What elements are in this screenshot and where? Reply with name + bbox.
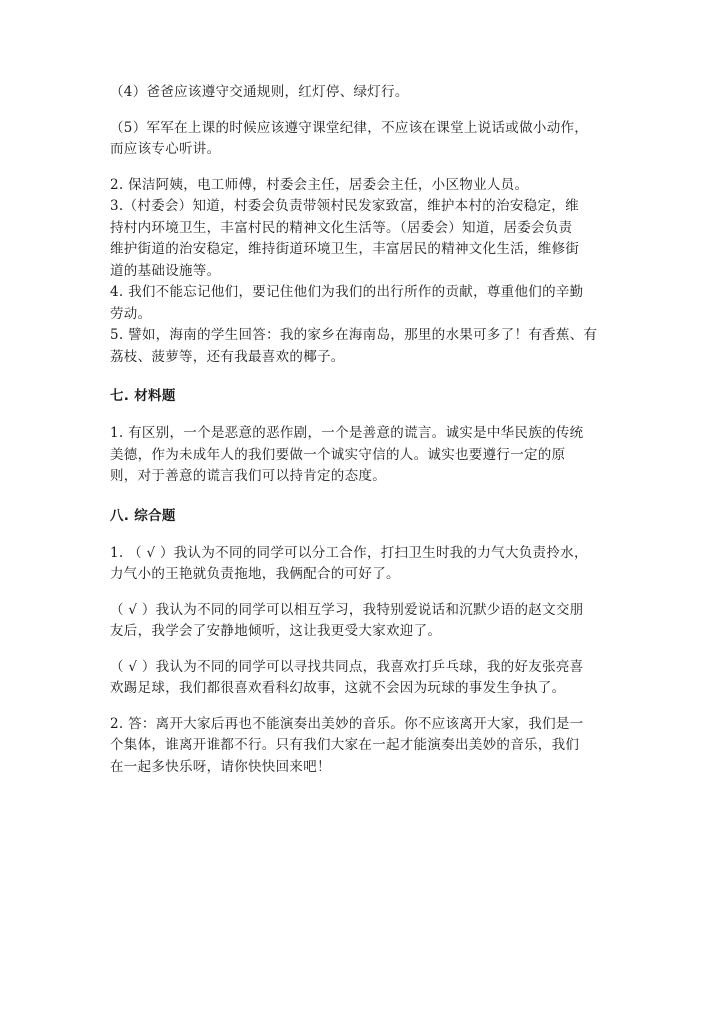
text-line: 2. 答：离开大家后再也不能演奏出美妙的音乐。你不应该离开大家，我们是一	[110, 715, 584, 732]
text-line: 4. 我们不能忘记他们，要记住他们为我们的出行所作的贡献，尊重他们的辛勤	[110, 284, 584, 300]
text-line: 1. （ √ ）我认为不同的同学可以分工合作，打扫卫生时我的力气大负责拎水，	[110, 544, 588, 561]
text-line: 而应该专心听讲。	[110, 141, 221, 157]
comprehensive-answer-q1b	[110, 600, 625, 643]
text-line: 劳动。	[110, 305, 152, 322]
text-line: 5. 譬如，海南的学生回答：我的家乡在海南岛，那里的水果可多了！有香蕉、有	[110, 327, 598, 343]
comprehensive-answer-q2	[110, 714, 625, 779]
comprehensive-answer-q1c	[110, 657, 625, 700]
text-line: 友后，我学会了安静地倾听，这让我更受大家欢迎了。	[110, 623, 442, 639]
text-line: 则，对于善意的谎言我们可以持肯定的态度。	[110, 468, 386, 484]
text-line: 持村内环境卫生，丰富村民的精神文化生活等。（居委会）知道，居委会负责	[110, 219, 573, 236]
answer-q3	[110, 196, 625, 282]
text-line: 个集体，谁离开谁都不行。只有我们大家在一起才能演奏出美妙的音乐，我们	[110, 737, 580, 753]
comprehensive-answer-q1a	[110, 543, 625, 586]
answer-document	[110, 82, 625, 778]
text-line: 3.（村委会）知道，村委会负责带领村民发家致富，维护本村的治安稳定，维	[110, 198, 579, 214]
text-line: 力气小的王艳就负责拖地，我俩配合的可好了。	[110, 566, 400, 582]
text-line: 在一起多快乐呀，请你快快回来吧！	[110, 758, 331, 775]
text-line: （4）爸爸应该遵守交通规则，红灯停、绿灯行。	[110, 84, 409, 100]
text-line: 1. 有区别，一个是恶意的恶作剧，一个是善意的谎言。诚实是中华民族的传统	[110, 425, 584, 441]
answer-q4	[110, 282, 625, 325]
text-line: 欢踢足球，我们都很喜欢看科幻故事，这就不会因为玩球的事发生争执了。	[110, 680, 566, 696]
answer-item-4	[110, 82, 625, 104]
material-answer-q1	[110, 423, 625, 488]
text-line: 2. 保洁阿姨，电工师傅，村委会主任，居委会主任，小区物业人员。	[110, 176, 529, 193]
text-line: （ √ ）我认为不同的同学可以相互学习，我特别爱说话和沉默少语的赵文交朋	[110, 601, 584, 618]
answer-item-5	[110, 118, 625, 161]
text-line: 荔枝、菠萝等，还有我最喜欢的椰子。	[110, 348, 345, 365]
section-heading-material: 七. 材料题	[110, 388, 176, 404]
text-line: （ √ ）我认为不同的同学可以寻找共同点，我喜欢打乒乓球，我的好友张亮喜	[110, 658, 584, 675]
section-heading-comprehensive: 八. 综合题	[110, 507, 176, 524]
answer-q5	[110, 325, 625, 368]
text-line: （5）军军在上课的时候应该遵守课堂纪律，不应该在课堂上说话或做小动作，	[110, 119, 589, 136]
text-line: 美德，作为未成年人的我们要做一个诚实守信的人。诚实也要遵行一定的原	[110, 446, 566, 463]
text-line: 道的基础设施等。	[110, 262, 221, 279]
text-line: 维护街道的治安稳定，维持街道环境卫生，丰富居民的精神文化生活，维修街	[110, 241, 580, 257]
answer-q2	[110, 175, 625, 197]
